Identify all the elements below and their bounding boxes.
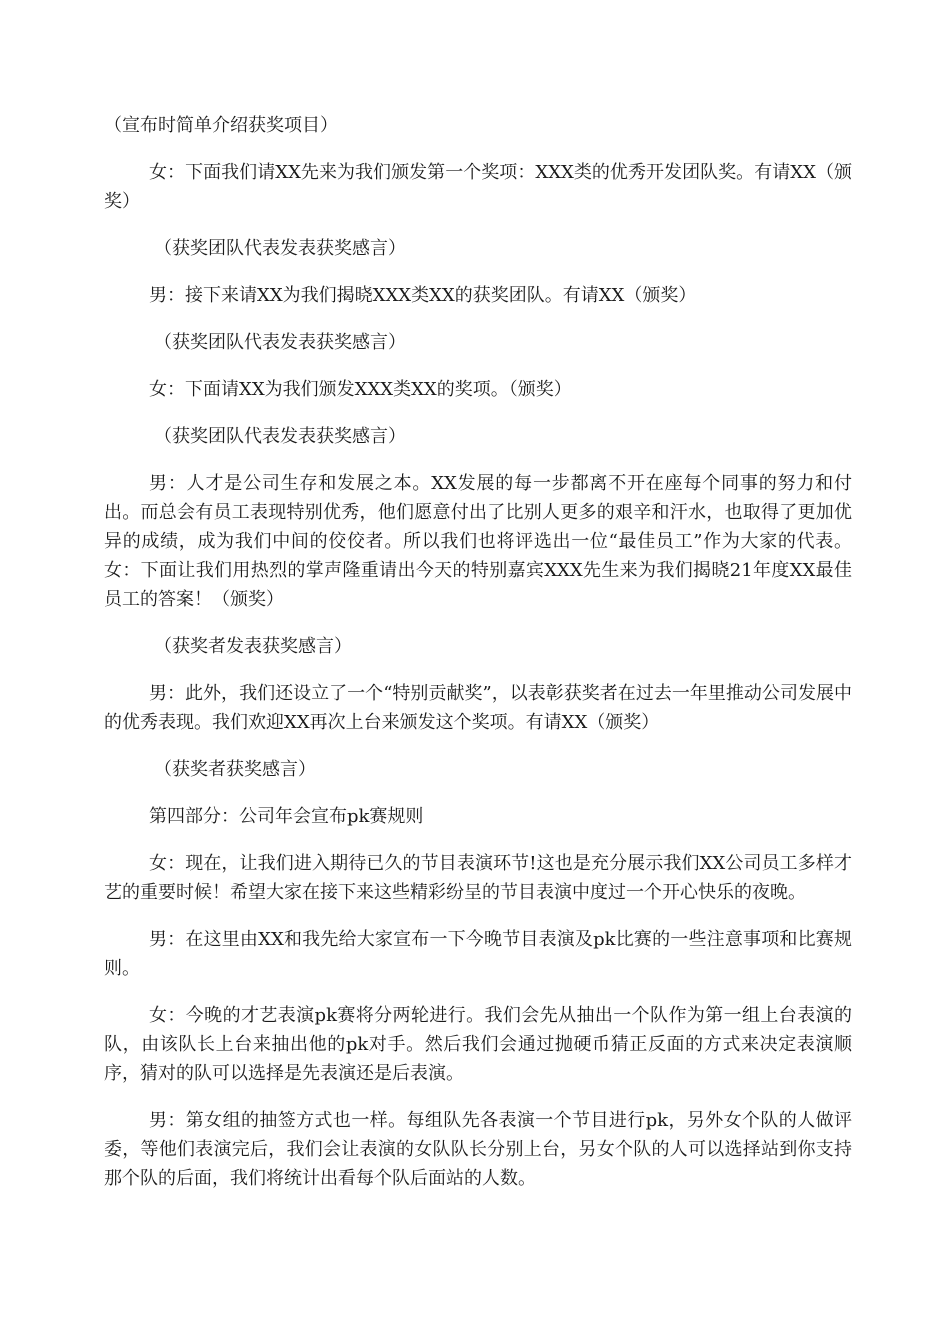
dialogue-paragraph: 男：人才是公司生存和发展之本。XX发展的每一步都离不开在座每个同事的努力和付出。而总会有员工表现特别优秀，他们愿意付出了比别人更多的艰辛和汗水，也取得了更加优异的成绩，成为我们中间的佼佼者。所以我们也将评选出一位“最佳员工”作为大家的代表。女：下面让我们用热烈的掌声隆重请出今天的特别嘉宾XXX先生来为我们揭晓21年度XX最佳员工的答案！（颁奖） (104, 473, 852, 610)
document-body (104, 111, 852, 1211)
dialogue-paragraph: 男：第女组的抽签方式也一样。每组队先各表演一个节目进行pk，另外女个队的人做评委，等他们表演完后，我们会让表演的女队队长分别上台，另女个队的人可以选择站到你支持那个队的后面，我们将统计出看每个队后面站的人数。 (104, 1110, 852, 1189)
dialogue-paragraph: 男：在这里由XX和我先给大家宣布一下今晚节目表演及pk比赛的一些注意事项和比赛规则。 (104, 929, 852, 979)
stage-direction: （获奖团队代表发表获奖感言） (154, 238, 406, 259)
dialogue-paragraph: 女：现在，让我们进入期待已久的节目表演环节!这也是充分展示我们XX公司员工多样才艺的重要时候！希望大家在接下来这些精彩纷呈的节目表演中度过一个开心快乐的夜晚。 (104, 853, 852, 903)
stage-direction: （获奖者发表获奖感言） (154, 636, 352, 657)
dialogue-paragraph: 男：此外，我们还设立了一个“特别贡献奖”，以表彰获奖者在过去一年里推动公司发展中的优秀表现。我们欢迎XX再次上台来颁发这个奖项。有请XX（颁奖） (104, 683, 852, 733)
dialogue-paragraph: 女：今晚的才艺表演pk赛将分两轮进行。我们会先从抽出一个队作为第一组上台表演的队，由该队长上台来抽出他的pk对手。然后我们会通过抛硬币猜正反面的方式来决定表演顺序，猜对的队可以选择是先表演还是后表演。 (104, 1005, 852, 1084)
stage-direction-intro: （宣布时简单介绍获奖项目） (104, 115, 338, 136)
dialogue-paragraph: 女：下面我们请XX先来为我们颁发第一个奖项：XXX类的优秀开发团队奖。有请XX（颁奖） (104, 162, 852, 212)
dialogue-paragraph: 男：接下来请XX为我们揭晓XXX类XX的获奖团队。有请XX（颁奖） (149, 285, 697, 306)
stage-direction: （获奖团队代表发表获奖感言） (154, 426, 406, 447)
section-heading: 第四部分：公司年会宣布pk赛规则 (149, 806, 424, 827)
stage-direction: （获奖者获奖感言） (154, 759, 316, 780)
dialogue-paragraph: 女：下面请XX为我们颁发XXX类XX的奖项。（颁奖） (149, 379, 572, 400)
stage-direction: （获奖团队代表发表获奖感言） (154, 332, 406, 353)
